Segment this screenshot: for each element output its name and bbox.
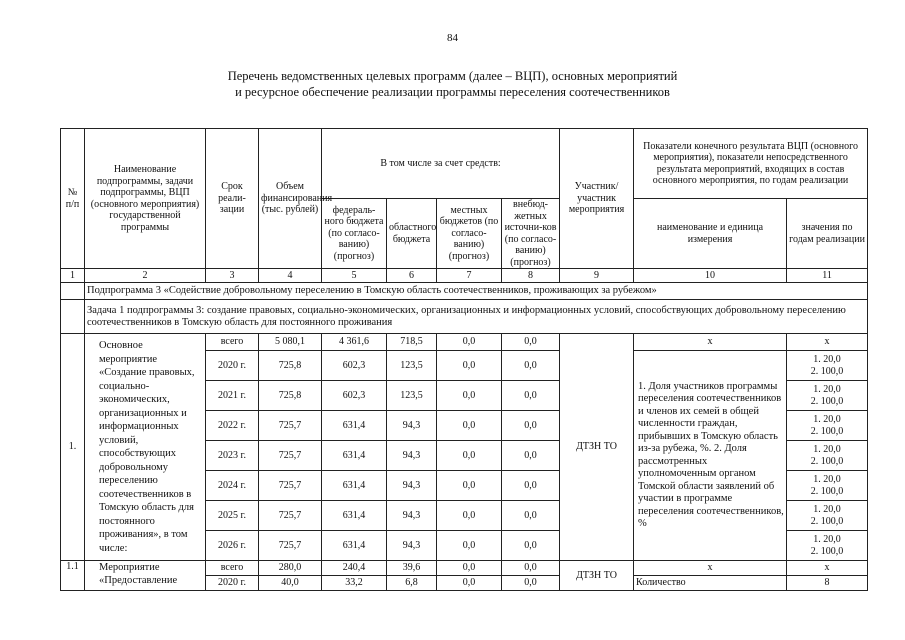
indicator-value-cell: 1. 20,0 2. 100,0 (787, 471, 868, 501)
col-number: 2 (85, 269, 206, 283)
volume-cell: 725,8 (259, 381, 322, 411)
volume-cell: 280,0 (259, 561, 322, 576)
volume-cell: 725,7 (259, 411, 322, 441)
regional-cell: 94,3 (387, 441, 437, 471)
offbudget-cell: 0,0 (502, 381, 560, 411)
indicator-value-cell: 1. 20,0 2. 100,0 (787, 381, 868, 411)
header-regional: областного бюджета (387, 199, 437, 269)
local-cell: 0,0 (437, 561, 502, 576)
regional-cell: 94,3 (387, 531, 437, 561)
indicator-name-cell: х (634, 561, 787, 576)
volume-cell: 40,0 (259, 576, 322, 591)
subprogram-title: Подпрограмма 3 «Содействие добровольному переселению в Томскую область соотечественников, проживающих за рубежом» (85, 283, 868, 300)
federal-cell: 33,2 (322, 576, 387, 591)
program-table (60, 128, 868, 591)
term-cell: 2026 г. (206, 531, 259, 561)
activity-num: 1. (61, 334, 85, 561)
indicator-name-cell: 1. Доля участников программы переселения соотечественников и членов их семей в общей численности граждан, прибывших в Томскую область из-за рубежа, %. 2. Доля рассмотренных уполномоченным органом Томской области заявлений об участии в программе переселения соотечественников, % (634, 351, 787, 561)
volume-cell: 5 080,1 (259, 334, 322, 351)
local-cell: 0,0 (437, 531, 502, 561)
task-title: Задача 1 подпрограммы 3: создание правовых, социально-экономических, организационных и информационных условий, способствующих добровольному переселению соотечественников в Томскую область для постоянного проживания (85, 300, 868, 334)
indicator-value-cell: 8 (787, 576, 868, 591)
participant-cell: ДТЗН ТО (560, 561, 634, 591)
col-number: 6 (387, 269, 437, 283)
header-name: Наименование подпрограммы, задачи подпрограммы, ВЦП (основного мероприятия) государственной программы (85, 129, 206, 269)
offbudget-cell: 0,0 (502, 501, 560, 531)
col-number: 10 (634, 269, 787, 283)
table-row (61, 561, 868, 576)
header-offbudget: внебюд-жетных источни-ков (по согласо-ванию) (прогноз) (502, 199, 560, 269)
regional-cell: 718,5 (387, 334, 437, 351)
indicator-value-cell: 1. 20,0 2. 100,0 (787, 411, 868, 441)
indicator-name-cell: Количество (634, 576, 787, 591)
header-indicators: Показатели конечного результата ВЦП (основного мероприятия), показатели непосредственного результата мероприятий, входящих в состав основного мероприятия, по годам реализации (634, 129, 868, 199)
volume-cell: 725,8 (259, 351, 322, 381)
col-number: 7 (437, 269, 502, 283)
col-number: 11 (787, 269, 868, 283)
term-cell: 2023 г. (206, 441, 259, 471)
federal-cell: 631,4 (322, 441, 387, 471)
header-term: Срок реали-зации (206, 129, 259, 269)
term-cell: всего (206, 561, 259, 576)
regional-cell: 123,5 (387, 381, 437, 411)
header-num: № п/п (61, 129, 85, 269)
header-ind-values: значения по годам реализации (787, 199, 868, 269)
federal-cell: 4 361,6 (322, 334, 387, 351)
title-line-1: Перечень ведомственных целевых программ (далее – ВЦП), основных мероприятий (227, 69, 678, 83)
header-volume: Объем финансирования (тыс. рублей) (259, 129, 322, 269)
header-participant: Участник/ участник мероприятия (560, 129, 634, 269)
header-federal: федераль-ного бюджета (по согласо-ванию) (прогноз) (322, 199, 387, 269)
term-cell: 2020 г. (206, 576, 259, 591)
local-cell: 0,0 (437, 501, 502, 531)
indicator-value-cell: 1. 20,0 2. 100,0 (787, 531, 868, 561)
term-cell: 2021 г. (206, 381, 259, 411)
col-number: 5 (322, 269, 387, 283)
col-number: 9 (560, 269, 634, 283)
indicator-value-cell: 1. 20,0 2. 100,0 (787, 441, 868, 471)
federal-cell: 631,4 (322, 501, 387, 531)
local-cell: 0,0 (437, 351, 502, 381)
header-local: местных бюджетов (по согласо-ванию) (прогноз) (437, 199, 502, 269)
offbudget-cell: 0,0 (502, 531, 560, 561)
volume-cell: 725,7 (259, 441, 322, 471)
regional-cell: 94,3 (387, 411, 437, 441)
term-cell: всего (206, 334, 259, 351)
activity-num: 1.1 (61, 561, 85, 591)
term-cell: 2024 г. (206, 471, 259, 501)
activity-name: Мероприятие «Предоставление (85, 561, 206, 591)
column-numbers-row (61, 269, 868, 283)
regional-cell: 6,8 (387, 576, 437, 591)
federal-cell: 602,3 (322, 381, 387, 411)
activity-name: Основное мероприятие «Создание правовых, социально-экономических, организационных и информационных условий, способствующих добровольному переселению соотечественников в Томскую область для постоянного проживания», в том числе: (85, 334, 206, 561)
indicator-value-cell: х (787, 561, 868, 576)
regional-cell: 94,3 (387, 471, 437, 501)
document-title (0, 68, 905, 100)
federal-cell: 631,4 (322, 471, 387, 501)
regional-cell: 39,6 (387, 561, 437, 576)
term-cell: 2022 г. (206, 411, 259, 441)
local-cell: 0,0 (437, 576, 502, 591)
federal-cell: 602,3 (322, 351, 387, 381)
term-cell: 2025 г. (206, 501, 259, 531)
volume-cell: 725,7 (259, 531, 322, 561)
local-cell: 0,0 (437, 334, 502, 351)
local-cell: 0,0 (437, 411, 502, 441)
federal-cell: 240,4 (322, 561, 387, 576)
title-line-2: и ресурсное обеспечение реализации программы переселения соотечественников (235, 85, 670, 99)
indicator-name-cell: х (634, 334, 787, 351)
federal-cell: 631,4 (322, 411, 387, 441)
table-row (61, 334, 868, 351)
header-ind-name: наименование и единица измерения (634, 199, 787, 269)
col-number: 8 (502, 269, 560, 283)
federal-cell: 631,4 (322, 531, 387, 561)
regional-cell: 123,5 (387, 351, 437, 381)
offbudget-cell: 0,0 (502, 334, 560, 351)
participant-cell: ДТЗН ТО (560, 334, 634, 561)
offbudget-cell: 0,0 (502, 411, 560, 441)
offbudget-cell: 0,0 (502, 471, 560, 501)
indicator-value-cell: х (787, 334, 868, 351)
local-cell: 0,0 (437, 381, 502, 411)
col-number: 4 (259, 269, 322, 283)
local-cell: 0,0 (437, 471, 502, 501)
offbudget-cell: 0,0 (502, 561, 560, 576)
volume-cell: 725,7 (259, 471, 322, 501)
page-number: 84 (447, 32, 458, 44)
offbudget-cell: 0,0 (502, 351, 560, 381)
local-cell: 0,0 (437, 441, 502, 471)
regional-cell: 94,3 (387, 501, 437, 531)
term-cell: 2020 г. (206, 351, 259, 381)
volume-cell: 725,7 (259, 501, 322, 531)
offbudget-cell: 0,0 (502, 441, 560, 471)
col-number: 3 (206, 269, 259, 283)
header-incl: В том числе за счет средств: (322, 129, 560, 199)
col-number: 1 (61, 269, 85, 283)
indicator-value-cell: 1. 20,0 2. 100,0 (787, 351, 868, 381)
offbudget-cell: 0,0 (502, 576, 560, 591)
indicator-value-cell: 1. 20,0 2. 100,0 (787, 501, 868, 531)
